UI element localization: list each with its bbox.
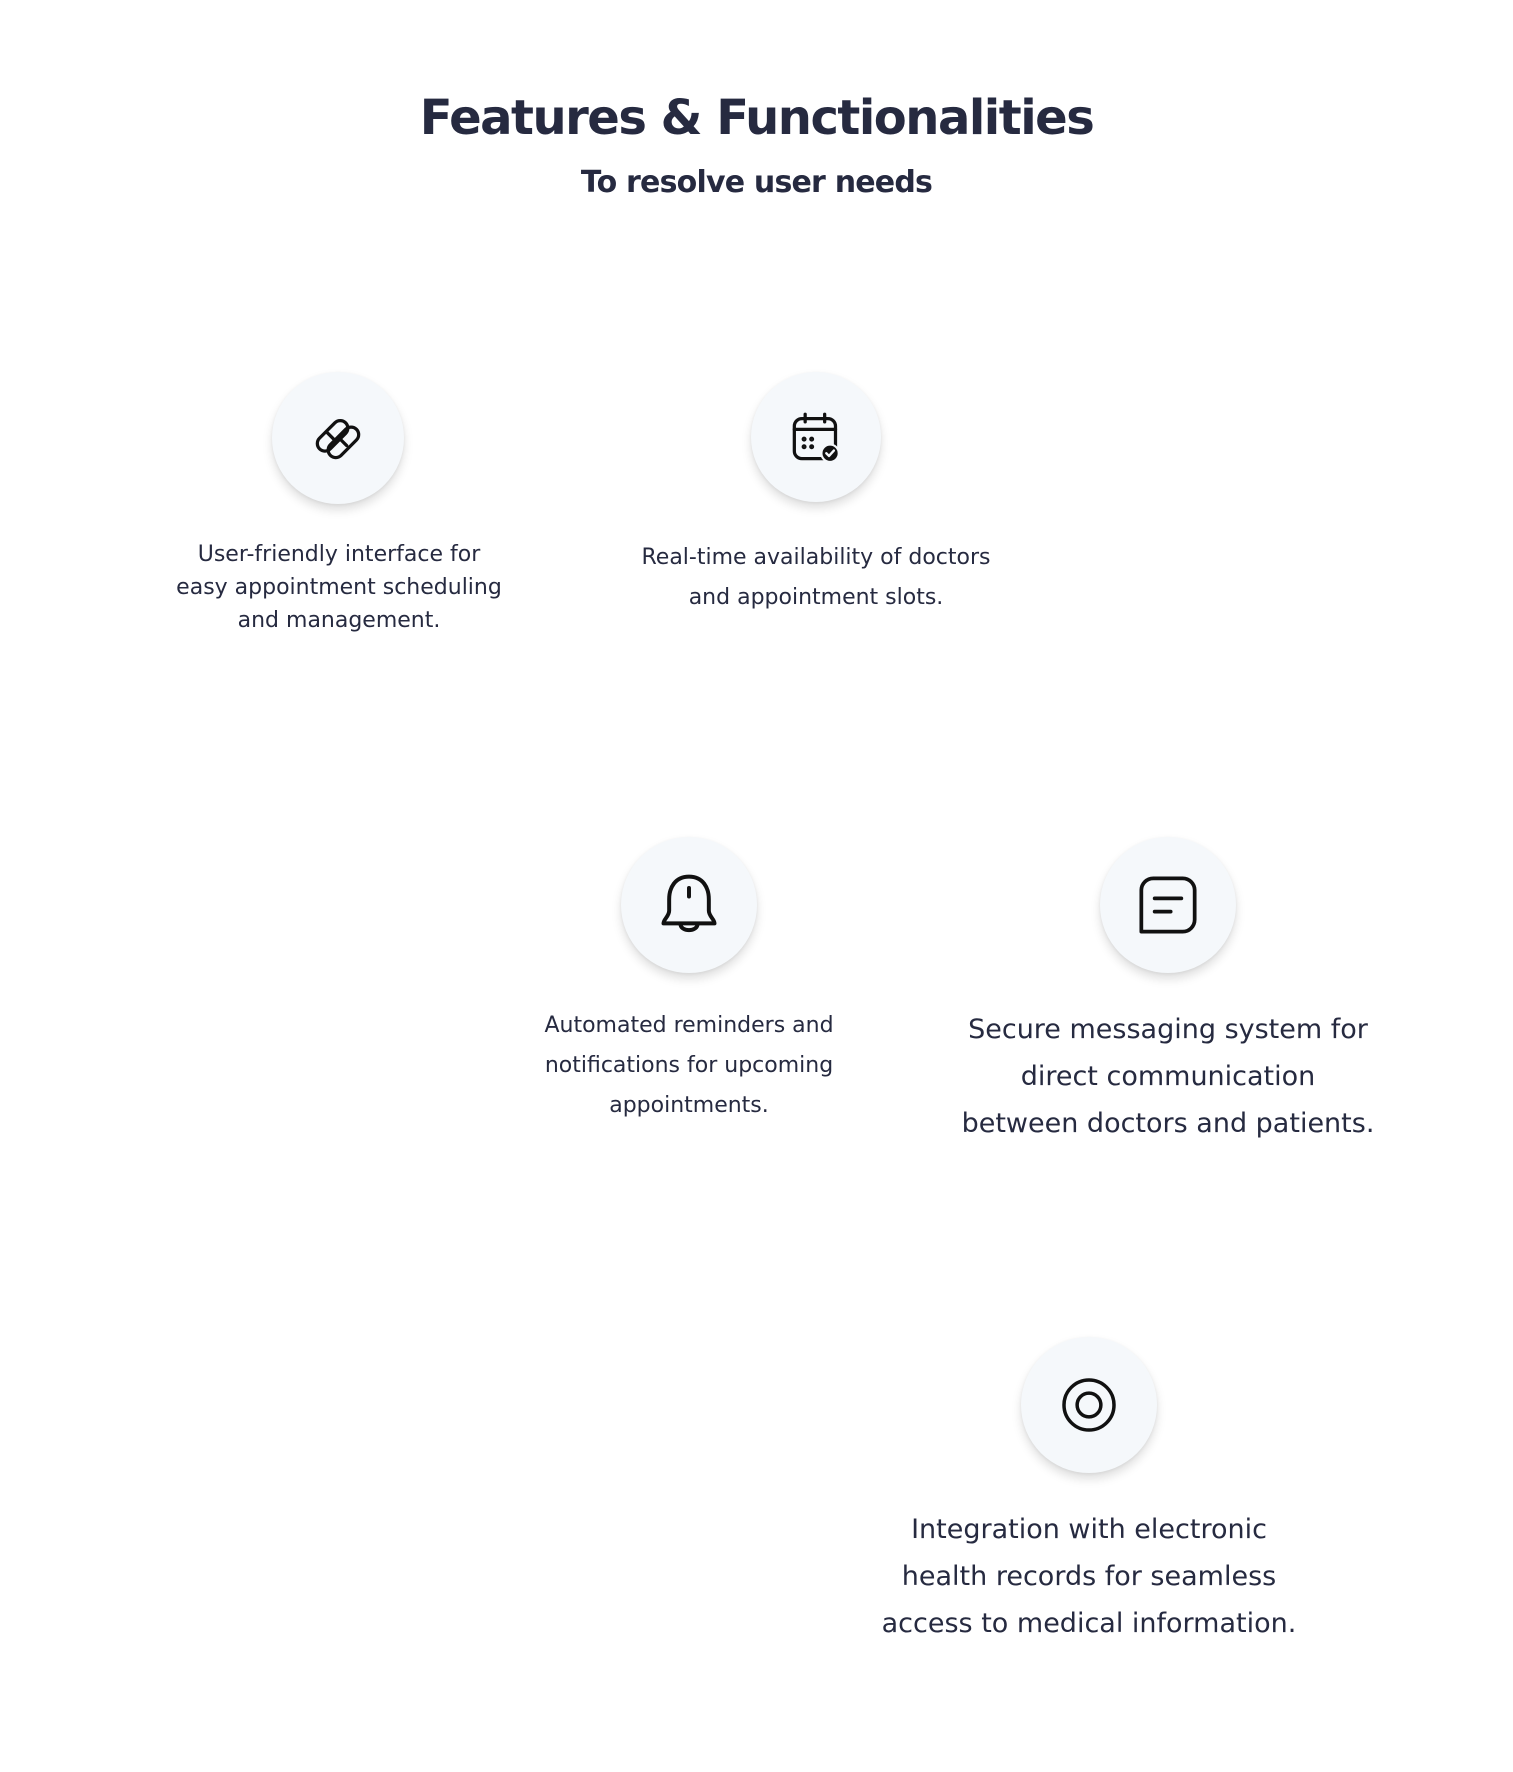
page-subtitle: To resolve user needs (580, 165, 933, 200)
feature-line: health records for seamless (901, 1561, 1277, 1592)
feature-description (596, 538, 1036, 618)
feature-line: Secure messaging system for (968, 1014, 1368, 1045)
feature-icon-circle (1021, 1337, 1157, 1473)
feature-icon-circle (621, 837, 757, 973)
feature-description (139, 538, 539, 637)
feature-line: and management. (237, 608, 441, 633)
feature-line: appointments. (609, 1093, 769, 1118)
calendar-check-icon (790, 411, 842, 463)
feature-line: access to medical information. (881, 1608, 1297, 1639)
feature-line: Real-time availability of doctors (641, 545, 991, 570)
feature-line: Integration with electronic (911, 1514, 1267, 1545)
feature-line: Automated reminders and (544, 1013, 834, 1038)
feature-icon-circle (272, 372, 404, 504)
feature-line: User-friendly interface for (197, 542, 481, 567)
bell-icon (655, 871, 723, 939)
feature-line: between doctors and patients. (961, 1108, 1375, 1139)
pill-capsules-icon (312, 412, 364, 464)
message-square-icon (1136, 873, 1200, 937)
page-title: Features & Functionalities (419, 90, 1094, 146)
feature-line: direct communication (1020, 1061, 1316, 1092)
feature-line: and appointment slots. (688, 585, 944, 610)
feature-description (864, 1506, 1314, 1647)
feature-line: notifications for upcoming (544, 1053, 834, 1078)
feature-icon-circle (1100, 837, 1236, 973)
target-circle-icon (1059, 1375, 1119, 1435)
feature-icon-circle (751, 372, 881, 502)
feature-description (943, 1006, 1393, 1147)
feature-line: easy appointment scheduling (176, 575, 502, 600)
feature-description (509, 1006, 869, 1126)
